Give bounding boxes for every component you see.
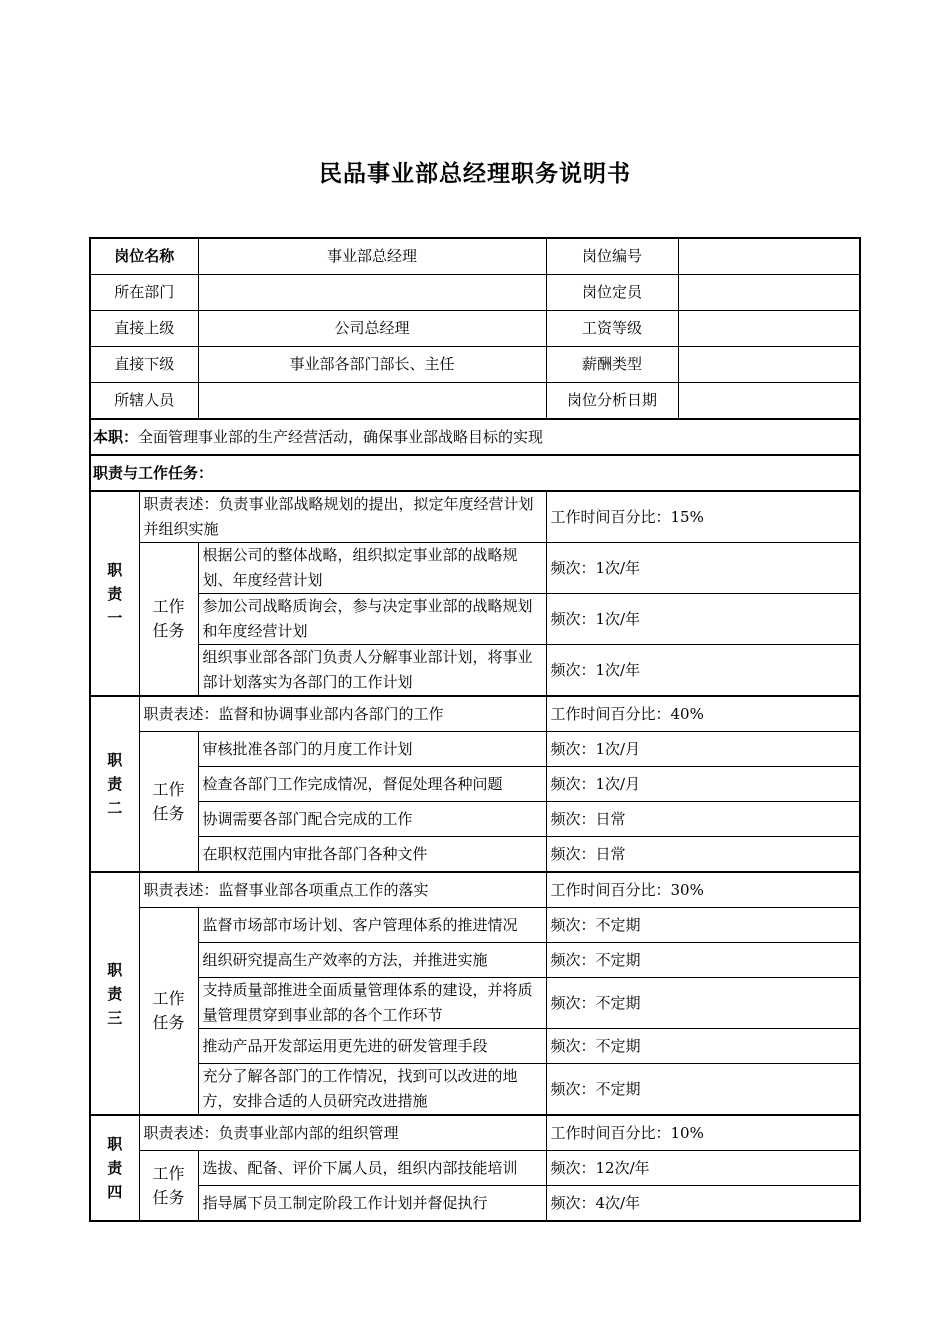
position-code-label: 岗位编号 bbox=[546, 238, 678, 275]
duty-3-description-row bbox=[90, 872, 860, 908]
table-row bbox=[90, 645, 860, 697]
table-row bbox=[90, 767, 860, 802]
table-row bbox=[90, 594, 860, 645]
duty-4-description-row bbox=[90, 1115, 860, 1151]
table-row bbox=[90, 802, 860, 837]
task-frequency: 频次：4次/年 bbox=[546, 1186, 860, 1222]
task-text: 选拔、配备、评价下属人员，组织内部技能培训 bbox=[198, 1151, 546, 1186]
task-label-line: 工作 bbox=[152, 1163, 185, 1183]
position-code-value bbox=[678, 238, 860, 275]
duties-header-row bbox=[90, 455, 860, 491]
salary-grade-label: 工资等级 bbox=[546, 311, 678, 347]
duty-1-description: 职责表述：负责事业部战略规划的提出，拟定年度经营计划并组织实施 bbox=[139, 491, 546, 543]
staff-label: 所辖人员 bbox=[90, 383, 198, 420]
task-frequency: 频次：12次/年 bbox=[546, 1151, 860, 1186]
duty-1-time-pct: 工作时间百分比：15% bbox=[546, 491, 860, 543]
department-label: 所在部门 bbox=[90, 275, 198, 311]
main-duty-row bbox=[90, 419, 860, 455]
subordinate-label: 直接下级 bbox=[90, 347, 198, 383]
task-text: 指导属下员工制定阶段工作计划并督促执行 bbox=[198, 1186, 546, 1222]
duty-2-time-pct: 工作时间百分比：40% bbox=[546, 696, 860, 732]
duty-2-label bbox=[90, 696, 139, 872]
duty-1-label-char: 责 bbox=[107, 584, 123, 603]
task-frequency: 频次：不定期 bbox=[546, 943, 860, 978]
task-text: 推动产品开发部运用更先进的研发管理手段 bbox=[198, 1029, 546, 1064]
task-frequency: 频次：不定期 bbox=[546, 1029, 860, 1064]
duty-3-label-char: 责 bbox=[107, 984, 123, 1003]
analysis-date-label: 岗位分析日期 bbox=[546, 383, 678, 420]
duty-4-label-char: 职 bbox=[107, 1135, 123, 1153]
staff-value bbox=[198, 383, 546, 420]
task-label-line: 任务 bbox=[152, 1187, 185, 1207]
duty-2-label-char: 责 bbox=[107, 775, 123, 793]
task-label-line: 任务 bbox=[152, 803, 185, 823]
duty-4-time-pct: 工作时间百分比：10% bbox=[546, 1115, 860, 1151]
duty-4-description: 职责表述：负责事业部内部的组织管理 bbox=[139, 1115, 546, 1151]
task-label-line: 工作 bbox=[152, 597, 185, 616]
duty-1-label-char: 一 bbox=[107, 608, 123, 627]
position-name-label: 岗位名称 bbox=[90, 238, 198, 275]
headcount-label: 岗位定员 bbox=[546, 275, 678, 311]
table-row bbox=[90, 943, 860, 978]
task-text: 在职权范围内审批各部门各种文件 bbox=[198, 837, 546, 873]
task-frequency: 频次：不定期 bbox=[546, 1064, 860, 1116]
info-row-superior bbox=[90, 311, 860, 347]
duty-3-label-char: 三 bbox=[107, 1008, 123, 1027]
main-duty-label: 本职： bbox=[93, 427, 139, 446]
info-row-department bbox=[90, 275, 860, 311]
table-row bbox=[90, 732, 860, 767]
task-text: 检查各部门工作完成情况，督促处理各种问题 bbox=[198, 767, 546, 802]
task-text: 审核批准各部门的月度工作计划 bbox=[198, 732, 546, 767]
superior-value: 公司总经理 bbox=[198, 311, 546, 347]
duties-header: 职责与工作任务： bbox=[90, 455, 860, 491]
table-row bbox=[90, 837, 860, 873]
salary-grade-value bbox=[678, 311, 860, 347]
task-frequency: 频次：不定期 bbox=[546, 908, 860, 943]
table-row bbox=[90, 1029, 860, 1064]
table-row bbox=[90, 1064, 860, 1116]
table-row bbox=[90, 543, 860, 594]
task-frequency: 频次：日常 bbox=[546, 837, 860, 873]
task-label-line: 工作 bbox=[152, 989, 185, 1008]
info-row-staff bbox=[90, 383, 860, 420]
department-value bbox=[198, 275, 546, 311]
task-label-line: 任务 bbox=[152, 1013, 185, 1032]
task-text: 充分了解各部门的工作情况，找到可以改进的地方，安排合适的人员研究改进措施 bbox=[198, 1064, 546, 1116]
superior-label: 直接上级 bbox=[90, 311, 198, 347]
duty-2-description: 职责表述：监督和协调事业部内各部门的工作 bbox=[139, 696, 546, 732]
position-name-value: 事业部总经理 bbox=[198, 238, 546, 275]
job-description-table bbox=[89, 237, 861, 1222]
duty-1-description-row bbox=[90, 491, 860, 543]
table-row bbox=[90, 1151, 860, 1186]
document-title: 民品事业部总经理职务说明书 bbox=[319, 161, 631, 187]
task-text: 组织研究提高生产效率的方法，并推进实施 bbox=[198, 943, 546, 978]
duty-2-label-char: 职 bbox=[107, 751, 123, 769]
table-row bbox=[90, 978, 860, 1029]
duty-3-label bbox=[90, 872, 139, 1115]
task-text: 组织事业部各部门负责人分解事业部计划，将事业部计划落实为各部门的工作计划 bbox=[198, 645, 546, 697]
task-label-line: 任务 bbox=[152, 621, 185, 640]
task-text: 支持质量部推进全面质量管理体系的建设，并将质量管理贯穿到事业部的各个工作环节 bbox=[198, 978, 546, 1029]
duty-2-description-row bbox=[90, 696, 860, 732]
task-frequency: 频次：不定期 bbox=[546, 978, 860, 1029]
task-label-line: 工作 bbox=[152, 779, 185, 799]
task-text: 参加公司战略质询会，参与决定事业部的战略规划和年度经营计划 bbox=[198, 594, 546, 645]
duty-1-label-char: 职 bbox=[107, 560, 123, 579]
duty-3-label-char: 职 bbox=[107, 960, 123, 979]
task-label bbox=[139, 908, 198, 1116]
duty-4-label-char: 责 bbox=[107, 1159, 123, 1177]
duty-4-label bbox=[90, 1115, 139, 1221]
task-label bbox=[139, 732, 198, 873]
pay-type-value bbox=[678, 347, 860, 383]
main-duty-cell bbox=[90, 419, 860, 455]
task-text: 协调需要各部门配合完成的工作 bbox=[198, 802, 546, 837]
duty-1-label bbox=[90, 491, 139, 696]
duty-2-label-char: 二 bbox=[107, 799, 123, 817]
table-row bbox=[90, 908, 860, 943]
analysis-date-value bbox=[678, 383, 860, 420]
task-frequency: 频次：1次/月 bbox=[546, 767, 860, 802]
duty-4-label-char: 四 bbox=[107, 1183, 123, 1201]
info-row-position bbox=[90, 238, 860, 275]
task-label bbox=[139, 543, 198, 697]
task-label bbox=[139, 1151, 198, 1222]
task-frequency: 频次：日常 bbox=[546, 802, 860, 837]
info-row-subordinate bbox=[90, 347, 860, 383]
table-row bbox=[90, 1186, 860, 1222]
duty-3-time-pct: 工作时间百分比：30% bbox=[546, 872, 860, 908]
task-text: 监督市场部市场计划、客户管理体系的推进情况 bbox=[198, 908, 546, 943]
task-text: 根据公司的整体战略，组织拟定事业部的战略规划、年度经营计划 bbox=[198, 543, 546, 594]
subordinate-value: 事业部各部门部长、主任 bbox=[198, 347, 546, 383]
task-frequency: 频次：1次/年 bbox=[546, 543, 860, 594]
main-duty-text: 全面管理事业部的生产经营活动，确保事业部战略目标的实现 bbox=[138, 427, 544, 446]
task-frequency: 频次：1次/月 bbox=[546, 732, 860, 767]
duty-3-description: 职责表述：监督事业部各项重点工作的落实 bbox=[139, 872, 546, 908]
headcount-value bbox=[678, 275, 860, 311]
task-frequency: 频次：1次/年 bbox=[546, 645, 860, 697]
pay-type-label: 薪酬类型 bbox=[546, 347, 678, 383]
task-frequency: 频次：1次/年 bbox=[546, 594, 860, 645]
